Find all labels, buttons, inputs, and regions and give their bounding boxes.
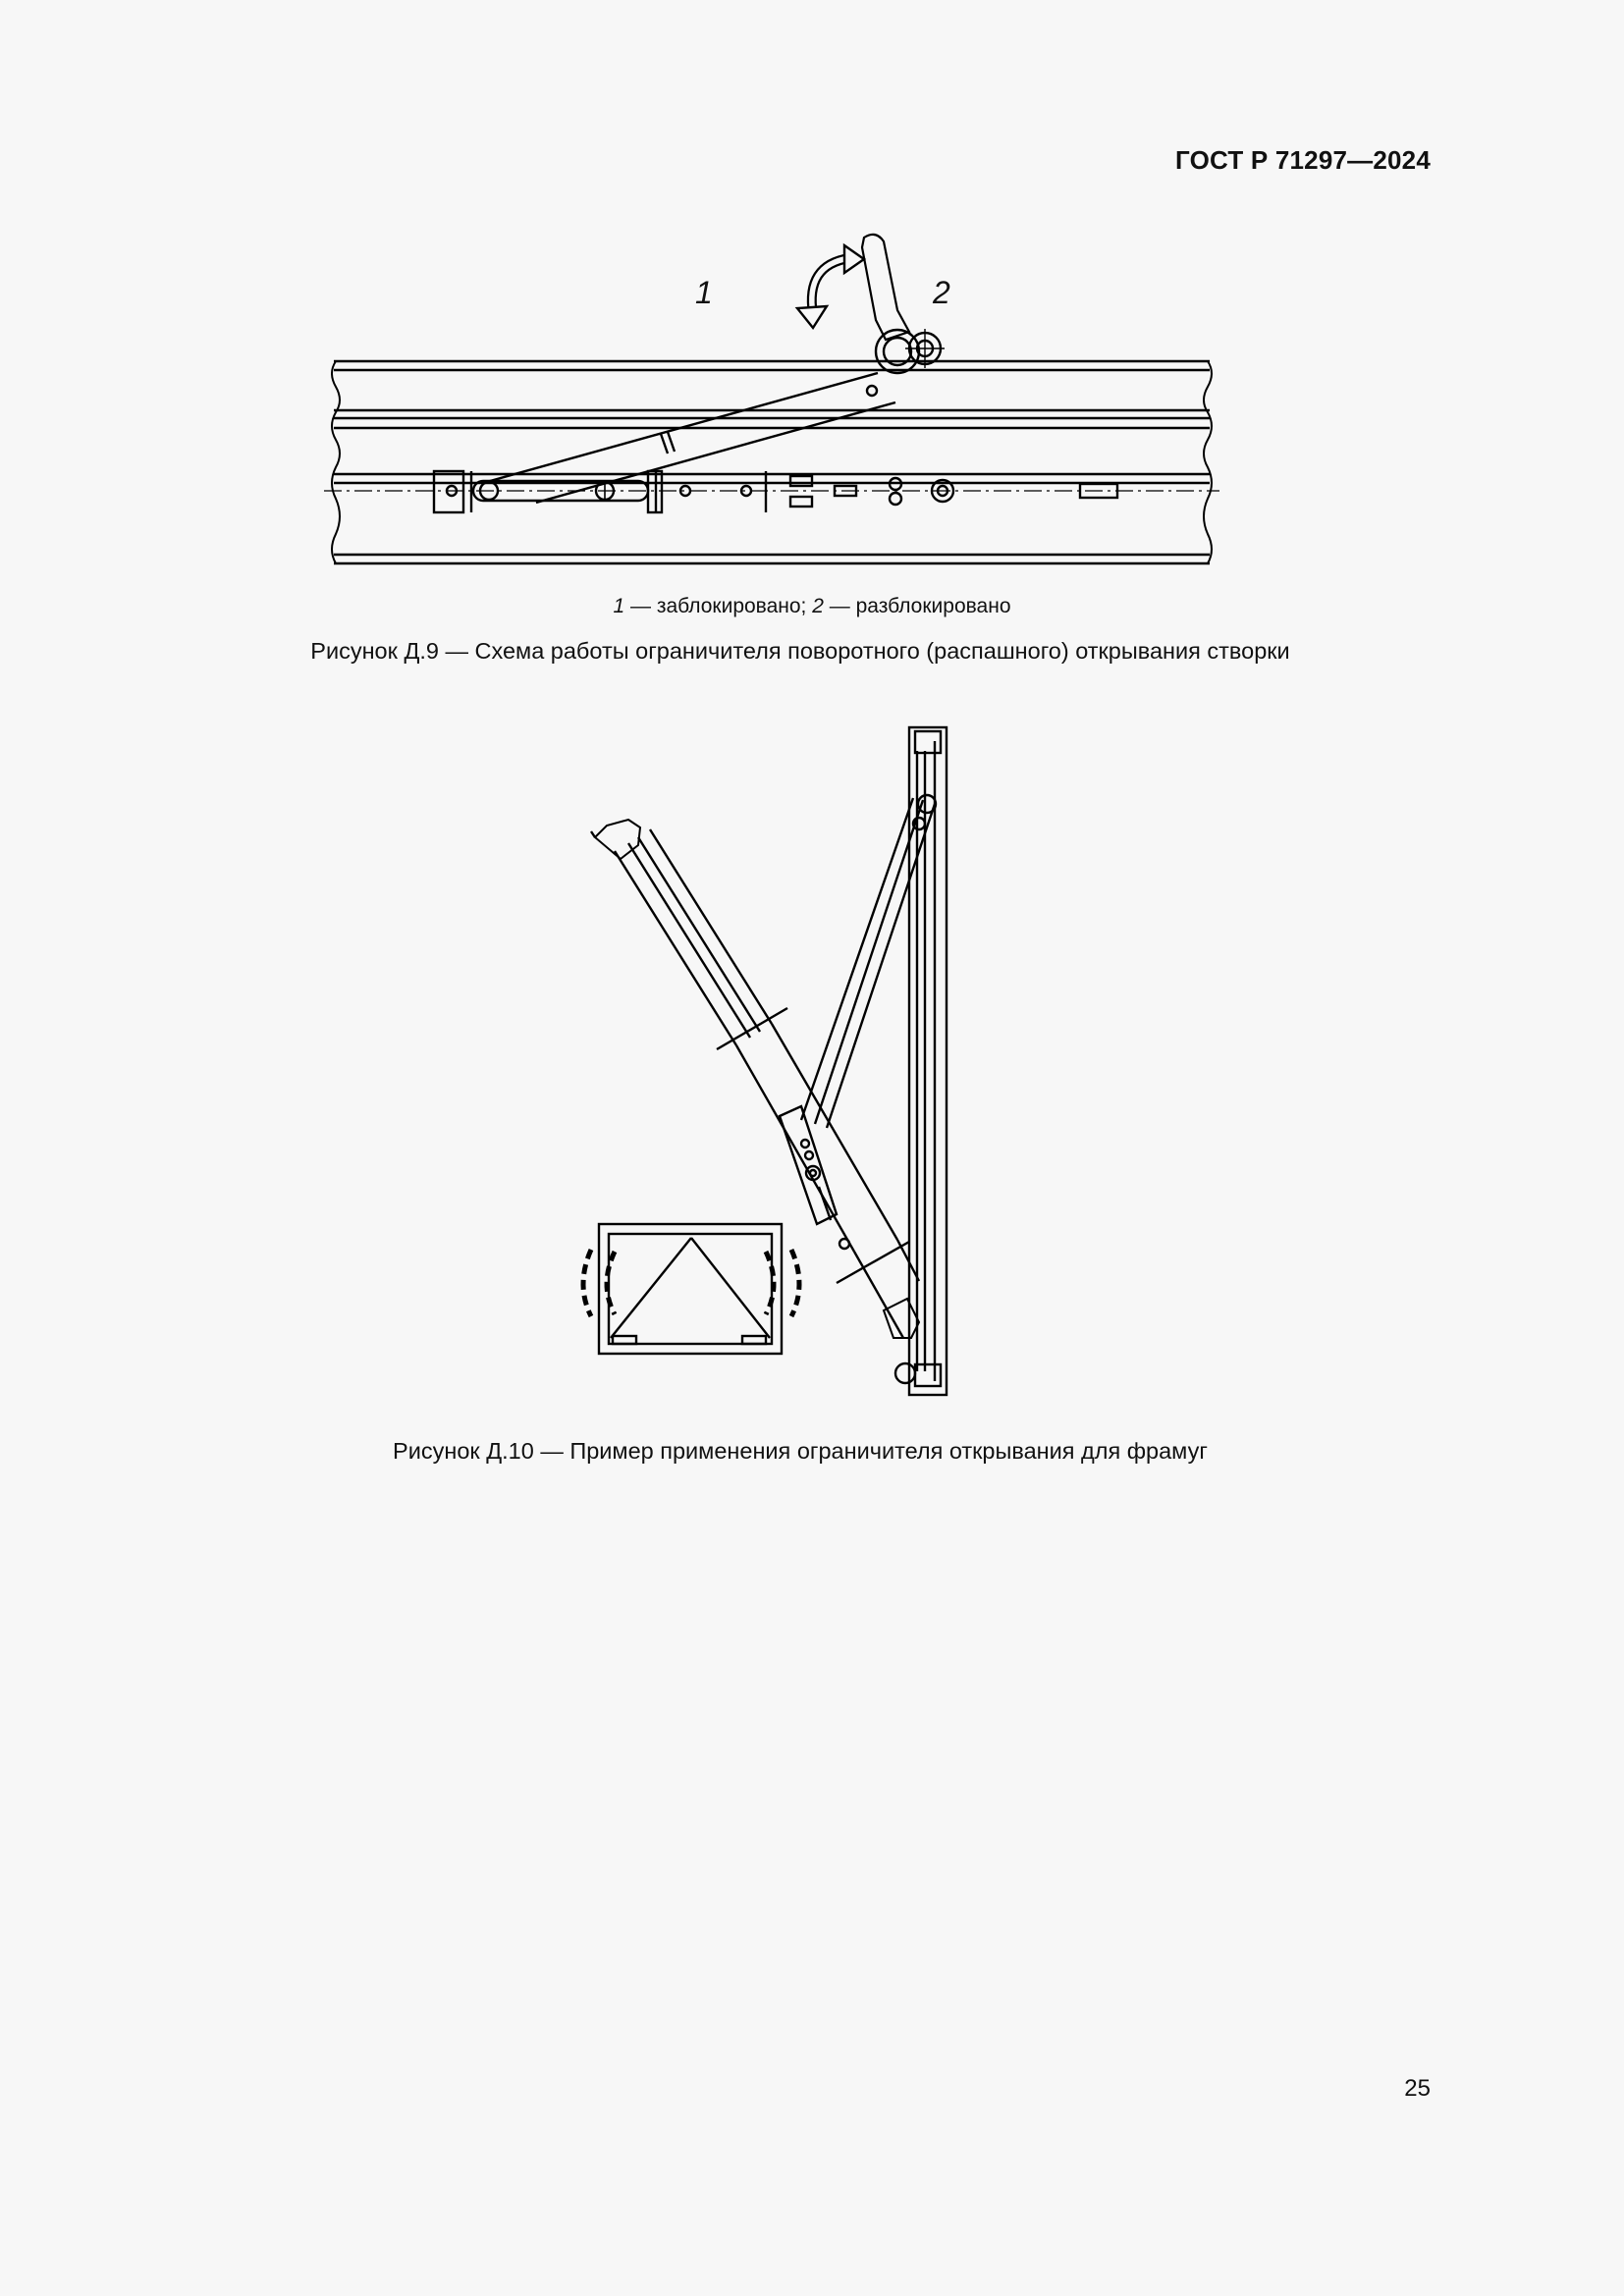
figure-d9-drawing — [314, 226, 1227, 569]
legend-text-2: — разблокировано — [823, 595, 1011, 617]
legend-text-1: — заблокировано; — [624, 595, 813, 617]
figure-d10-drawing — [569, 721, 982, 1399]
document-code: ГОСТ Р 71297—2024 — [1175, 145, 1431, 175]
figure-d9-legend — [0, 595, 1624, 618]
marker-1: 1 — [695, 275, 713, 310]
page-number: 25 — [1404, 2075, 1431, 2102]
legend-number-2: 2 — [812, 595, 824, 617]
limiter-arm — [780, 795, 936, 1249]
transom-sash — [591, 820, 919, 1383]
rotation-arrow — [797, 245, 864, 328]
frame-profile — [324, 361, 1219, 563]
limiter-base — [434, 471, 1117, 512]
window-schematic — [583, 1224, 799, 1354]
legend-number-1: 1 — [613, 595, 625, 617]
figure-d10-caption: Рисунок Д.10 — Пример применения ограничителя открывания для фрамуг — [393, 1438, 1208, 1464]
marker-2: 2 — [933, 275, 950, 310]
figure-d9-caption: Рисунок Д.9 — Схема работы ограничителя поворотного (распашного) открывания створки — [310, 638, 1290, 664]
